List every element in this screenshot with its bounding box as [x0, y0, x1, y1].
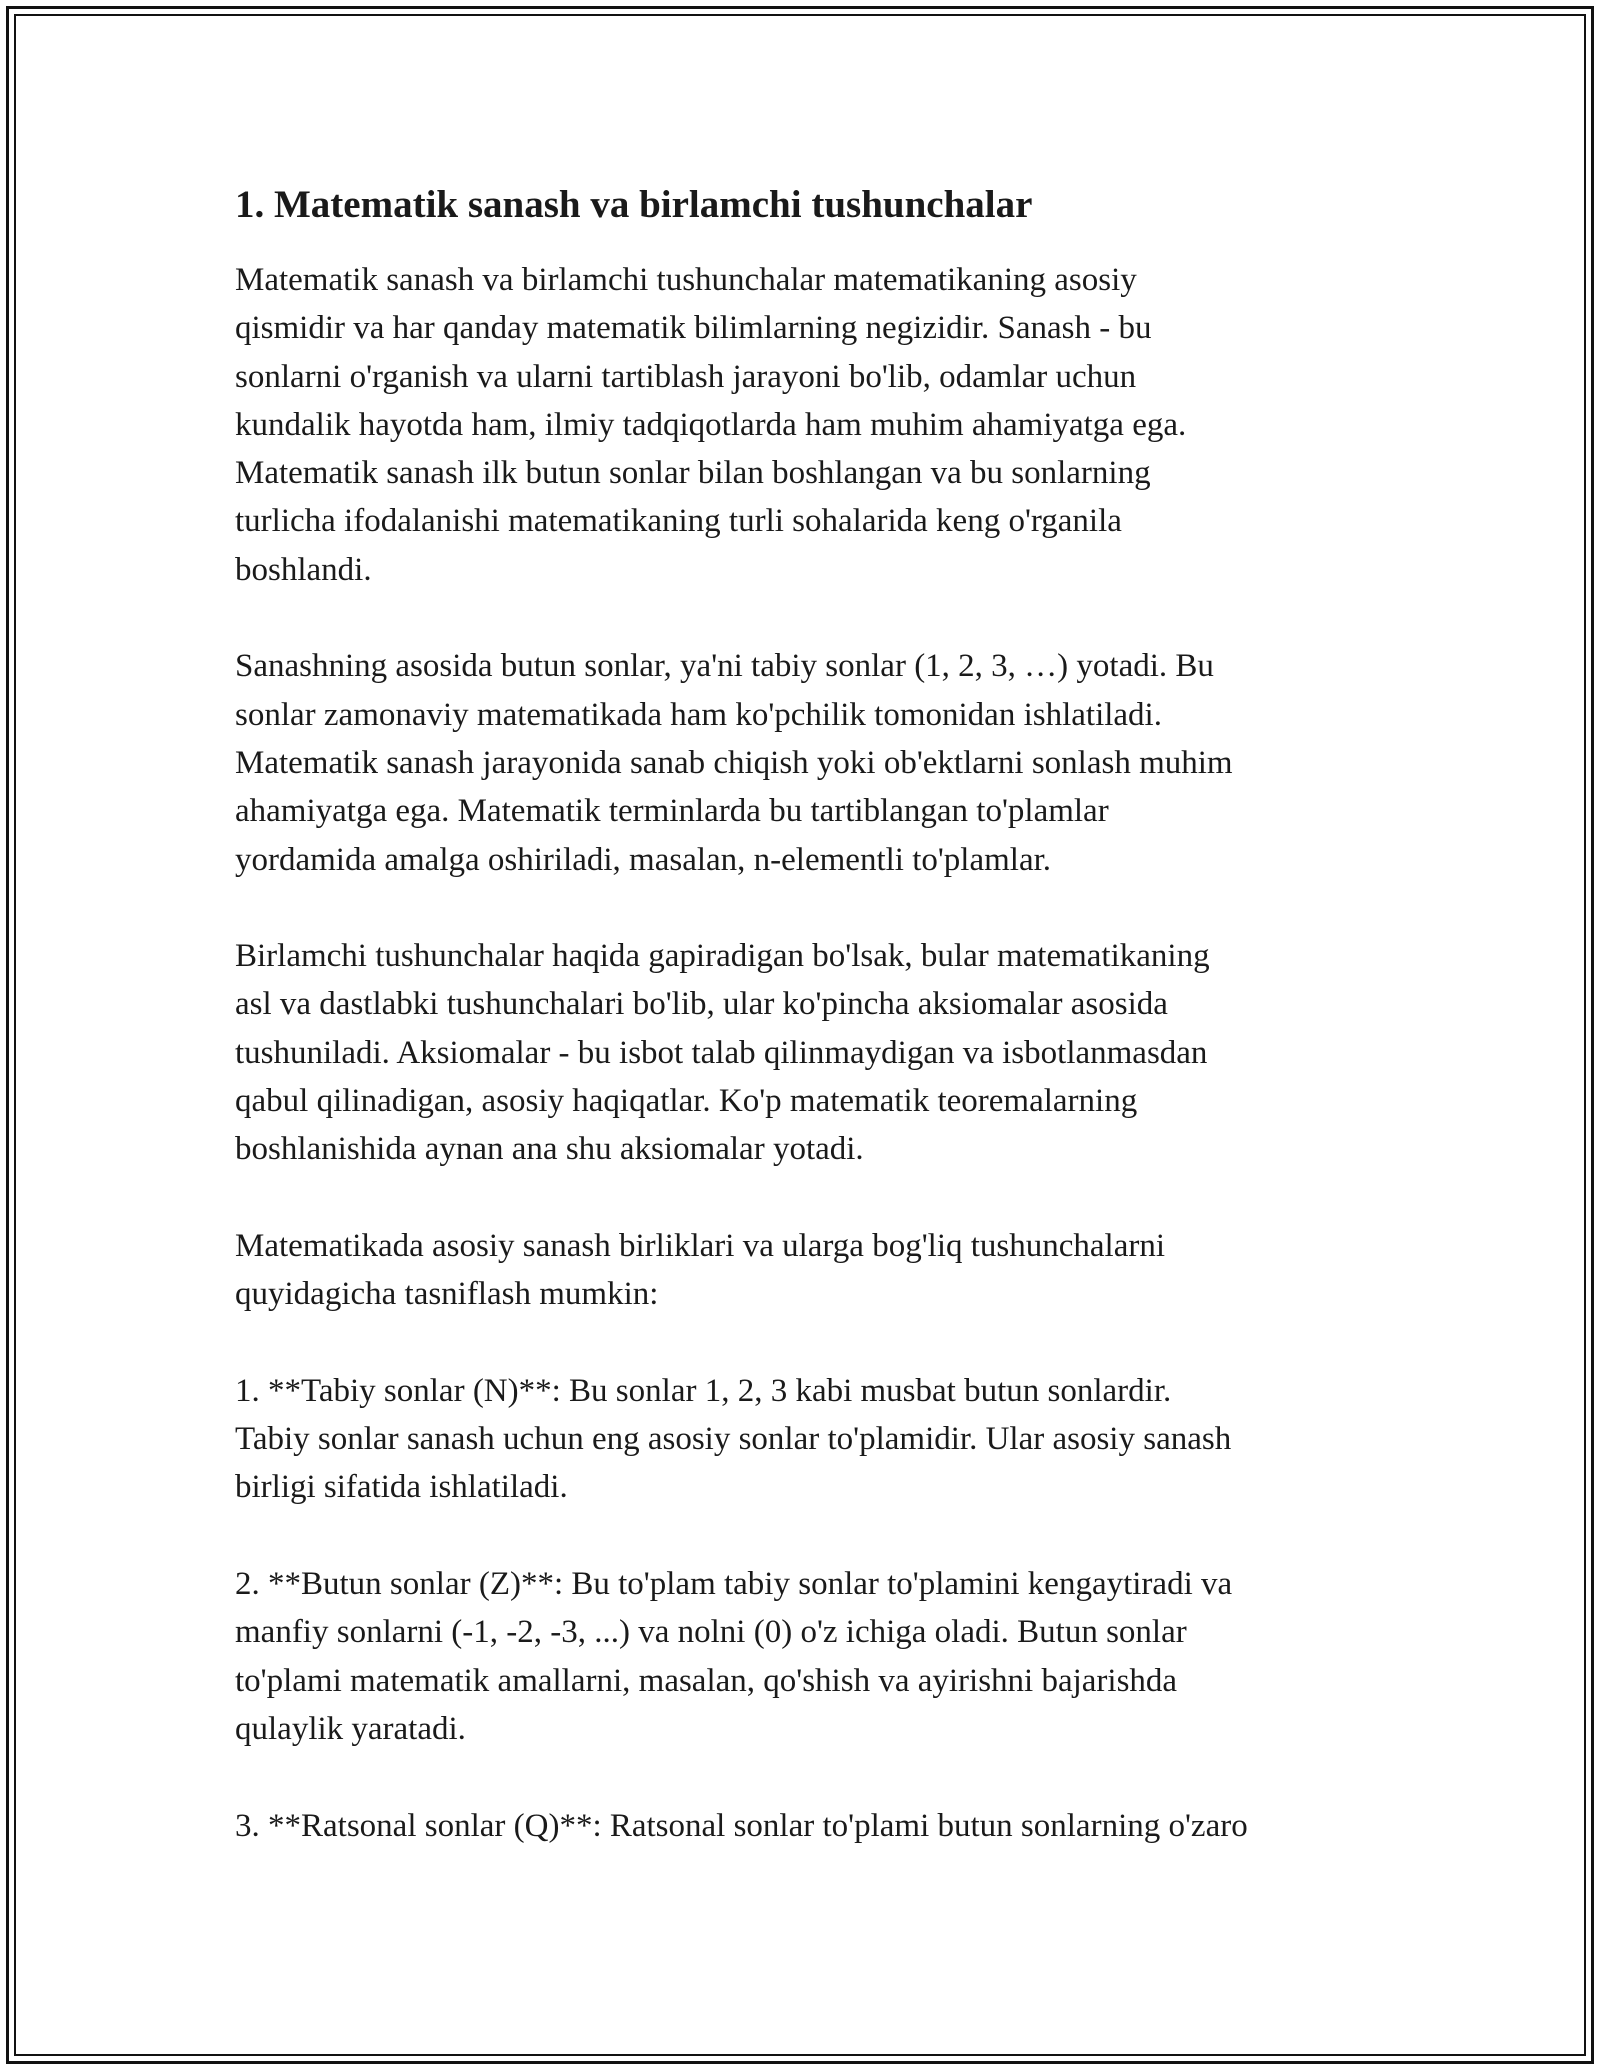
document-body — [235, 180, 1385, 1898]
section-heading: 1. Matematik sanash va birlamchi tushunchalar — [235, 183, 1033, 226]
list-item-integers: 2. **Butun sonlar (Z)**: Bu to'plam tabiy sonlar to'plamini kengaytiradi va manfiy sonlarni (-1, -2, -3, ...) va nolni (0) o'z ichiga oladi. Butun sonlar to'plami matematik amallarni, masalan, qo'shish va ayirishni bajarishda qulaylik yaratadi. — [235, 1566, 1233, 1747]
list-item-natural-numbers: 1. **Tabiy sonlar (N)**: Bu sonlar 1, 2, 3 kabi musbat butun sonlardir. Tabiy sonlar sanash uchun eng asosiy sonlar to'plamidir. Ular asosiy sanash birligi sifatida ishlatiladi. — [235, 1372, 1232, 1506]
paragraph-classification: Matematikada asosiy sanash birliklari va ularga bog'liq tushunchalarni quyidagicha tasniflash mumkin: — [235, 1227, 1166, 1313]
paragraph-intro: Matematik sanash va birlamchi tushunchalar matematikaning asosiy qismidir va har qanday matematik bilimlarning negizidir. Sanash - bu sonlarni o'rganish va ularni tartiblash jarayoni bo'lib, odamlar uchun kundalik hayotda ham, ilmiy tadqiqotlarda ham muhim ahamiyatga ega. Matematik sanash ilk butun sonlar bilan boshlangan va bu sonlarning turlicha ifodalanishi matematikaning turli sohalarida keng o'rganila boshlandi. — [235, 262, 1187, 588]
paragraph-counting-basis: Sanashning asosida butun sonlar, ya'ni tabiy sonlar (1, 2, 3, …) yotadi. Bu sonlar zamonaviy matematikada ham ko'pchilik tomonidan ishlatiladi. Matematik sanash jarayonida sanab chiqish yoki ob'ektlarni sonlash muhim ahamiyatga ega. Matematik terminlarda bu tartiblangan to'plamlar yordamida amalga oshiriladi, masalan, n-elementli to'plamlar. — [235, 648, 1233, 878]
paragraph-primary-concepts: Birlamchi tushunchalar haqida gapiradigan bo'lsak, bular matematikaning asl va dastlabki tushunchalari bo'lib, ular ko'pincha aksiomalar asosida tushuniladi. Aksiomalar - bu isbot talab qilinmaydigan va isbotlanmasdan qabul qilinadigan, asosiy haqiqatlar. Ko'p matematik teoremalarning boshlanishida aynan ana shu aksiomalar yotadi. — [235, 938, 1210, 1168]
list-item-rational-numbers: 3. **Ratsonal sonlar (Q)**: Ratsonal sonlar to'plami butun sonlarning o'zaro — [235, 1807, 1248, 1844]
